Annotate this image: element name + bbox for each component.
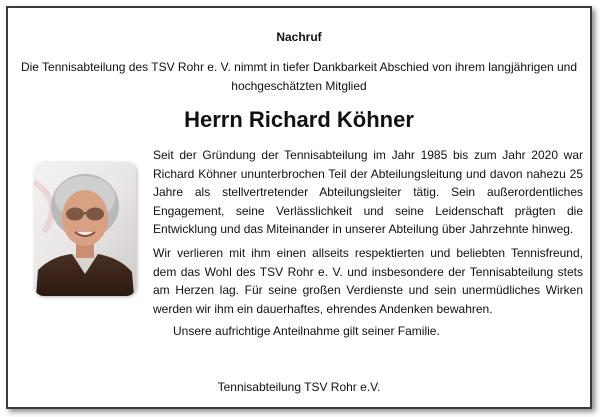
paragraph-career: Seit der Gründung der Tennisabteilung im Jahr 1985 bis zum Jahr 2020 war Richard Köhner ununterbrochen Teil der Abteilungsleitung und davon nahezu 25 Jahre als stellvertretender Abteilungsleiter tätig. Sein außerordentliches Engagement, seine Verlässlichkeit und seine Leidenschaft prägten die Entwicklung und das Miteinander in unserer Abteilung über Jahrzehnte hinweg. (153, 148, 583, 236)
obituary-title: Nachruf (276, 30, 322, 44)
condolence-line: Unsere aufrichtige Anteilnahme gilt seiner Familie. (173, 324, 440, 338)
signature: Tennisabteilung TSV Rohr e.V. (217, 380, 381, 394)
obituary-frame (6, 6, 592, 409)
paragraph-tribute: Wir verlieren mit ihm einen allseits respektierten und beliebten Tennisfreund, dem das Wohl des TSV Rohr e. V. und insbesondere der Tennisabteilung stets am Herzen lag. Für seine großen Verdienste und sein unermüdliches Wirken werden wir ihm ein dauerhaftes, ehrendes Andenken bewahren. (153, 246, 583, 316)
deceased-name: Herrn Richard Köhner (184, 107, 414, 132)
intro-text: Die Tennisabteilung des TSV Rohr e. V. nimmt in tiefer Dankbarkeit Abschied von ihrem langjährigen und hochgeschätzten Mitglied (20, 60, 578, 93)
portrait-photo (34, 162, 136, 296)
